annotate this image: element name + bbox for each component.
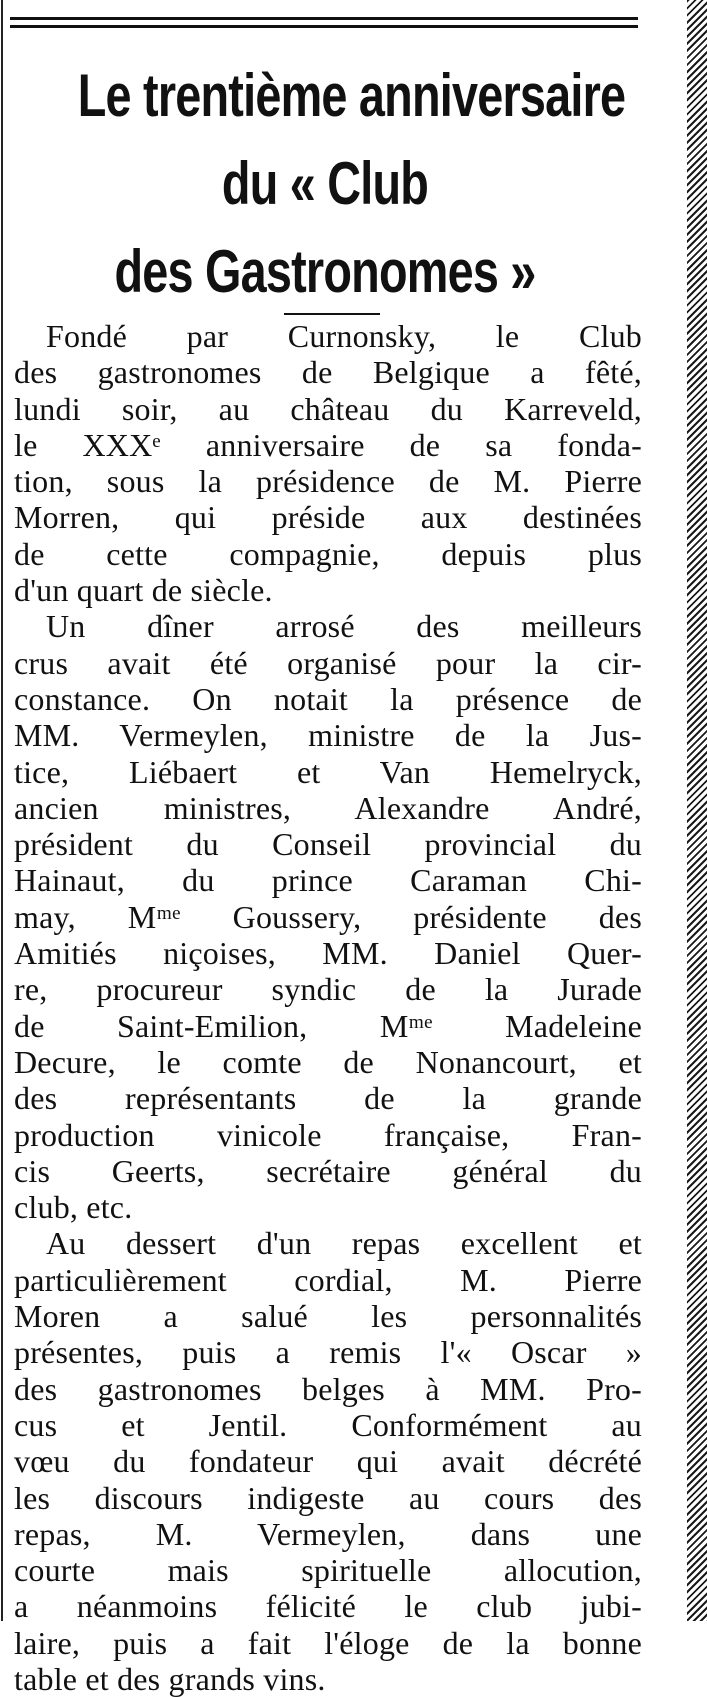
right-hatched-border: [687, 0, 707, 1621]
article-line: may, Mᵐᵉ Goussery, présidente des: [14, 898, 642, 935]
article-headline: [77, 52, 626, 316]
article-line: des gastronomes de Belgique a fêté,: [14, 354, 642, 391]
article-line: Morren, qui préside aux destinées: [14, 499, 642, 536]
article-line: de Saint-Emilion, Mᵐᵉ Madeleine: [14, 1007, 642, 1044]
article-line: Moren a salué les personnalités: [14, 1298, 642, 1335]
article-line: d'un quart de siècle.: [14, 572, 273, 609]
article-line: les discours indigeste au cours des: [14, 1479, 642, 1516]
article-line: cis Geerts, secrétaire général du: [14, 1152, 642, 1189]
article-body: [14, 318, 642, 1697]
article-line: Decure, le comte de Nonancourt, et: [14, 1043, 642, 1080]
article-line: des gastronomes belges à MM. Pro-: [14, 1370, 642, 1407]
article-line: des représentants de la grande: [14, 1080, 642, 1117]
article-line: cus et Jentil. Conformément au: [14, 1406, 642, 1443]
headline-line: Le trentième anniversaire: [77, 62, 626, 129]
article-line: table et des grands vins.: [14, 1660, 326, 1697]
article-line: repas, M. Vermeylen, dans une: [14, 1515, 642, 1552]
article-line: re, procureur syndic de la Jurade: [14, 971, 642, 1008]
article-line: courte mais spirituelle allocution,: [14, 1552, 642, 1589]
article-line: production vinicole française, Fran-: [14, 1116, 642, 1153]
article-line: présentes, puis a remis l'« Oscar »: [14, 1334, 642, 1371]
article-line: de cette compagnie, depuis plus: [14, 535, 642, 572]
article-line: club, etc.: [14, 1189, 133, 1226]
article-line: vœu du fondateur qui avait décrété: [14, 1443, 642, 1480]
article-line: Fondé par Curnonsky, le Club: [46, 318, 642, 354]
article-line: tion, sous la présidence de M. Pierre: [14, 463, 642, 500]
article-line: lundi soir, au château du Karreveld,: [14, 390, 642, 427]
article-line: tice, Liébaert et Van Hemelryck,: [14, 753, 642, 790]
headline-separator-rule: [284, 313, 380, 315]
article-line: le XXXᵉ anniversaire de sa fonda-: [14, 426, 642, 463]
top-double-rule-lower: [10, 25, 638, 28]
article-line: Un dîner arrosé des meilleurs: [46, 608, 642, 645]
article-line: président du Conseil provincial du: [14, 826, 642, 863]
article-line: Au dessert d'un repas excellent et: [46, 1225, 642, 1262]
article-line: particulièrement cordial, M. Pierre: [14, 1261, 642, 1298]
headline-line: du « Club: [221, 150, 429, 217]
article-line: crus avait été organisé pour la cir-: [14, 644, 642, 681]
article-line: laire, puis a fait l'éloge de la bonne: [14, 1624, 642, 1661]
article-line: MM. Vermeylen, ministre de la Jus-: [14, 717, 642, 754]
article-line: ancien ministres, Alexandre André,: [14, 789, 642, 826]
top-double-rule-upper: [10, 17, 638, 20]
left-column-rule: [1, 0, 3, 1621]
article-line: constance. On notait la présence de: [14, 680, 642, 717]
article-line: Amitiés niçoises, MM. Daniel Quer-: [14, 935, 642, 972]
article-line: Hainaut, du prince Caraman Chi-: [14, 862, 642, 899]
headline-line: des Gastronomes »: [114, 238, 536, 305]
article-line: a néanmoins félicité le club jubi-: [14, 1588, 642, 1625]
